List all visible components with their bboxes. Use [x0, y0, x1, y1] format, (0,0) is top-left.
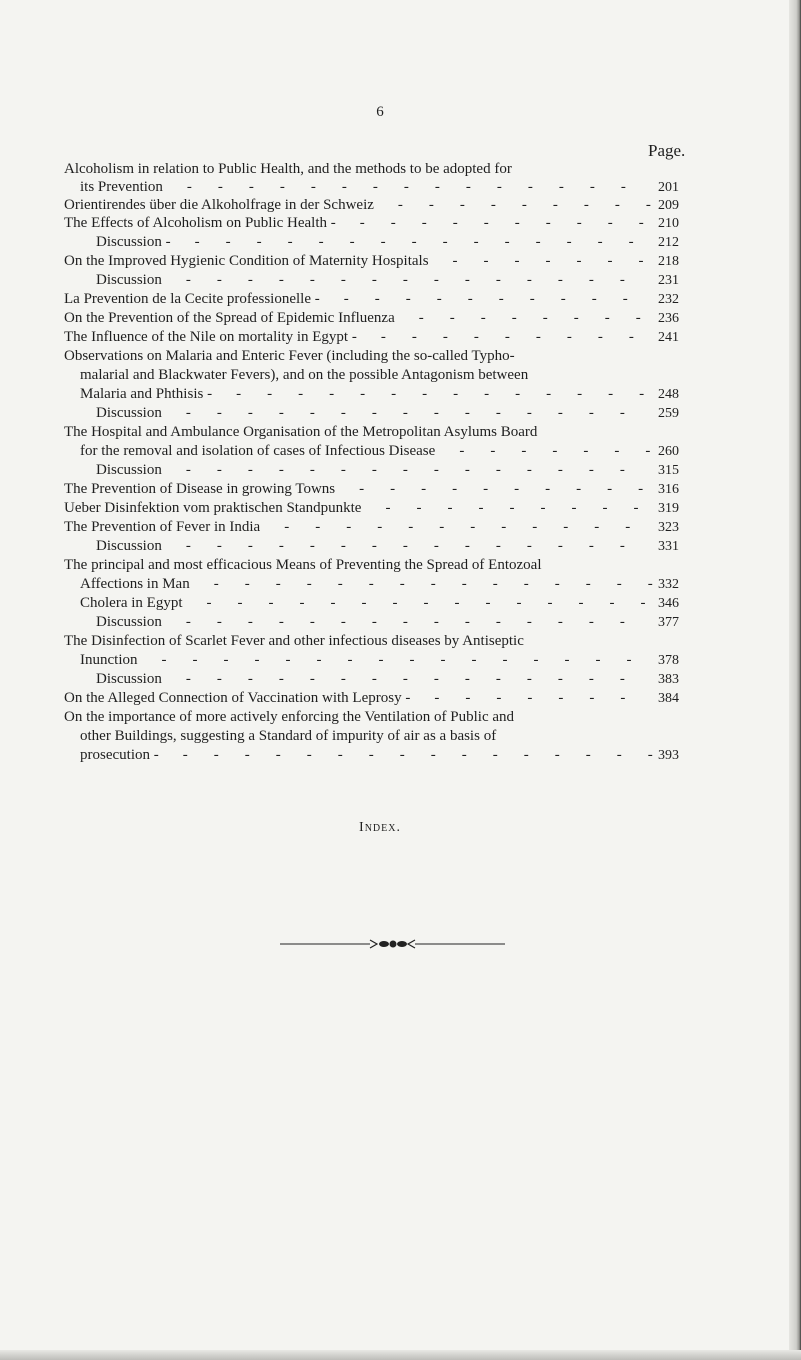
- toc-entry-title: The Influence of the Nile on mortality in Egypt -: [64, 329, 357, 345]
- toc-page-number: 231: [658, 273, 679, 288]
- toc-page-number: 209: [658, 198, 679, 213]
- page-edge-shadow: [789, 0, 801, 1360]
- toc-entry-title: for the removal and isolation of cases of Infectious Disease: [80, 443, 436, 459]
- toc-page-number: 210: [658, 216, 679, 231]
- toc-entry-title: Affections in Man: [80, 576, 190, 592]
- toc-entry-title: Discussion: [96, 671, 162, 687]
- toc-page-number: 316: [658, 482, 679, 497]
- toc-entry-title: Discussion -: [96, 234, 171, 250]
- toc-page-number: 384: [658, 691, 679, 706]
- toc-page-number: 393: [658, 748, 679, 763]
- toc-page-number: 332: [658, 577, 679, 592]
- toc-entry-title: On the Improved Hygienic Condition of Maternity Hospitals: [64, 253, 429, 269]
- toc-page-number: 259: [658, 406, 679, 421]
- toc-page-number: 323: [658, 520, 679, 535]
- toc-entry-title: Alcoholism in relation to Public Health, and the methods to be adopted for: [64, 161, 512, 177]
- ornament-divider-icon: [280, 937, 505, 951]
- toc-entry-title: Orientirendes über die Alkoholfrage in der Schweiz: [64, 197, 374, 213]
- toc-page-number: 319: [658, 501, 679, 516]
- toc-page-number: 383: [658, 672, 679, 687]
- toc-entry-title: Ueber Disinfektion vom praktischen Standpunkte: [64, 500, 362, 516]
- toc-page-number: 378: [658, 653, 679, 668]
- toc-entry-title: The Effects of Alcoholism on Public Health -: [64, 215, 336, 231]
- toc-entry-title: other Buildings, suggesting a Standard of impurity of air as a basis of: [80, 728, 497, 744]
- toc-page-number: 241: [658, 330, 679, 345]
- index-heading: Index.: [359, 820, 401, 835]
- toc-entry-title: Cholera in Egypt: [80, 595, 183, 611]
- toc-page-number: 260: [658, 444, 679, 459]
- toc-page-number: 232: [658, 292, 679, 307]
- toc-entry-title: Discussion: [96, 462, 162, 478]
- toc-entry-title: Discussion: [96, 405, 162, 421]
- table-of-contents: Alcoholism in relation to Public Health, and the methods to be adopted for its Prevention - - - - - - - - - - - - - - - 201 Orientirendes über die Alkoholfrage in der Schweiz - - - - - - - - - 209 The Effects of Alcoholism on Public Health - - - - - - - - - - - 210 Discussion - - - - - - - - - - - - - - - - 212 On the Improved Hygienic Condition of Maternity Hospitals - - - - - - - 218 Discussion - - - - - - - - - - - - - - - 231 La Prevention de la Cecite professionelle - - - - - - - - - - - 232 On the Prevention of the Spread of Epidemic Influenza - - - - - - - - 236 The Influence of the Nile on mortality in Egypt - - - - - - - - - - 241 Observations on Malaria and Enteric Fever (including the so-called Typho- malarial and Blackwater Fevers), and on the possible Antagonism between Malaria and Phthisis - - - - - - - - - - - - - - - 248 Discussion - - - - - - - - - - - - - - - 259 The Hospital and Ambulance Organisation of the Metropolitan Asylums Board for the removal and isolation of cases of Infectious Disease - - - - - - - 260 Discussion - - - - - - - - - - - - - - - 315 The Prevention of Disease in growing Towns - - - - - - - - - - 316 Ueber Disinfektion vom praktischen Standpunkte - - - - - - - - - 319 The Prevention of Fever in India - - - - - - - - - - - - 323 Discussion - - - - - - - - - - - - - - - 331 The principal and most efficacious Means of Preventing the Spread of Entozoal Affections in Man - - - - - - - - - - - - - - - 332 Cholera in Egypt - - - - - - - - - - - - - - - 346 Discussion - - - - - - - - - - - - - - - 377 The Disinfection of Scarlet Fever and other infectious diseases by Antiseptic Inunction - - - - - - - - - - - - - - - - 378 Discussion - - - - - - - - - - - - - - - 383 On the Alleged Connection of Vaccination with Leprosy - - - - - - - - 384 On the importance of more actively enforcing the Ventilation of Public and other Buildings, suggesting a Standard of impurity of air as a basis of prosecution - - - - - - - - - - - - - - - - - 393: [64, 161, 679, 763]
- toc-page-number: 218: [658, 254, 679, 269]
- toc-page-number: 236: [658, 311, 679, 326]
- toc-entry-title: The Prevention of Fever in India: [64, 519, 261, 535]
- toc-page-number: 212: [658, 235, 679, 250]
- toc-page-number: 346: [658, 596, 679, 611]
- toc-entry-title: The principal and most efficacious Means of Preventing the Spread of Entozoal: [64, 557, 542, 573]
- toc-page-number: 201: [658, 180, 679, 195]
- toc-page-number: 331: [658, 539, 679, 554]
- toc-entry-title: On the Prevention of the Spread of Epidemic Influenza: [64, 310, 395, 326]
- toc-entry-title: Discussion: [96, 272, 162, 288]
- page-bottom-edge: [0, 1350, 801, 1360]
- toc-entry-title: La Prevention de la Cecite professionelle -: [64, 291, 320, 307]
- toc-page-number: 315: [658, 463, 679, 478]
- toc-entry-title: Discussion: [96, 538, 162, 554]
- toc-entry-title: On the Alleged Connection of Vaccination with Leprosy -: [64, 690, 411, 706]
- page-column-heading: Page.: [648, 141, 686, 160]
- toc-page-number: 377: [658, 615, 679, 630]
- toc-entry-title: The Disinfection of Scarlet Fever and other infectious diseases by Antiseptic: [64, 633, 524, 649]
- toc-entry-title: The Prevention of Disease in growing Towns: [64, 481, 336, 497]
- toc-entry-title: prosecution -: [80, 747, 159, 763]
- toc-entry-title: Inunction: [80, 652, 138, 668]
- page-number: 6: [376, 104, 384, 120]
- toc-entry-title: malarial and Blackwater Fevers), and on the possible Antagonism between: [80, 367, 529, 383]
- toc-entry-title: Malaria and Phthisis -: [80, 386, 213, 402]
- toc-entry-title: Discussion: [96, 614, 162, 630]
- toc-entry-title: The Hospital and Ambulance Organisation of the Metropolitan Asylums Board: [64, 424, 538, 440]
- toc-entry-title: Observations on Malaria and Enteric Fever (including the so-called Typho-: [64, 348, 515, 364]
- toc-entry-title: On the importance of more actively enforcing the Ventilation of Public and: [64, 709, 515, 725]
- toc-page-number: 248: [658, 387, 679, 402]
- toc-entry-title: its Prevention: [80, 179, 163, 195]
